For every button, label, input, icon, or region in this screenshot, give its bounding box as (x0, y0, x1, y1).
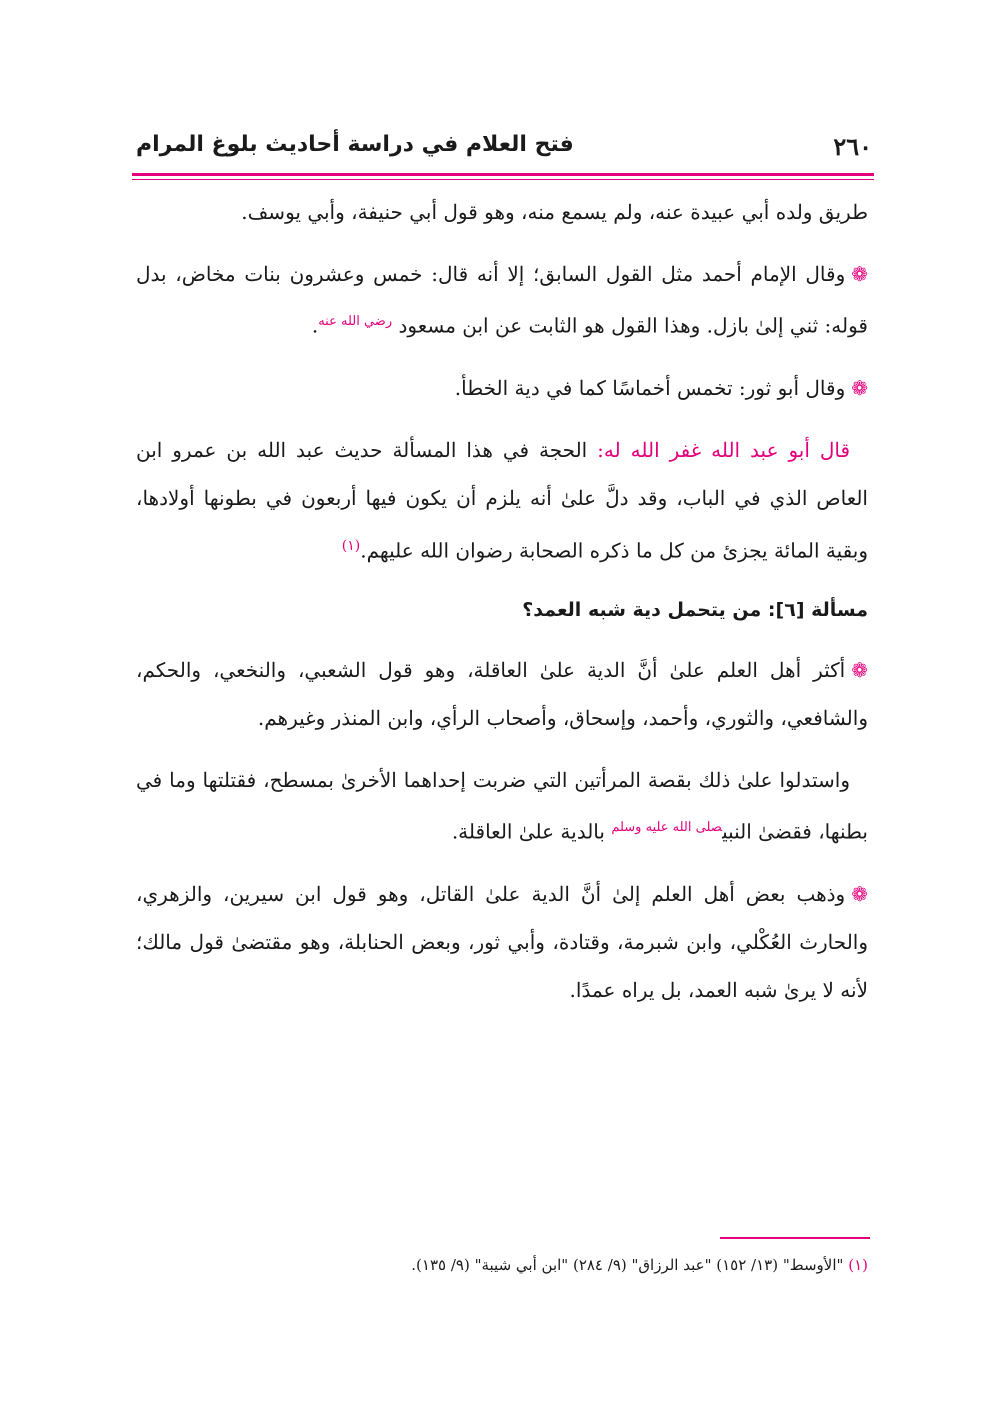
running-header (136, 128, 872, 168)
author-remark-lead: قال أبو عبد الله غفر الله له: (597, 437, 851, 462)
paragraph: ❁وذهب بعض أهل العلم إلىٰ أنَّ الدية علىٰ القاتل، وهو قول ابن سيرين، والزهري، والحارث العُكْلي، وابن شبرمة، وقتادة، وأبي ثور، وبعض الحنابلة، وهو مقتضىٰ قول مالك؛ لأنه لا يرىٰ شبه العمد، بل يراه عمدًا. (136, 881, 868, 1002)
bullet-flower-icon: ❁ (851, 375, 868, 400)
book-title: فتح العلام في دراسة أحاديث بلوغ المرام (136, 132, 574, 157)
bullet-flower-icon: ❁ (851, 262, 868, 286)
paragraph: ❁أكثر أهل العلم علىٰ أنَّ الدية علىٰ العاقلة، وهو قول الشعبي، والنخعي، والحكم، والشافعي، والثوري، وأحمد، وإسحاق، وأصحاب الرأي، وابن المنذر وغيرهم. (136, 658, 868, 731)
section-heading: مسألة [٦]: من يتحمل دية شبه العمد؟ (522, 599, 868, 622)
bullet-flower-icon: ❁ (851, 658, 868, 683)
paragraph: ❁وقال الإمام أحمد مثل القول السابق؛ إلا أنه قال: خمس وعشرون بنات مخاض، بدل قوله: ثني إلىٰ بازل. وهذا القول هو الثابت عن ابن مسعود $^{رضي الله عنه}$. (136, 262, 868, 338)
header-rule-thin (132, 179, 874, 180)
footnote-rule (720, 1237, 870, 1239)
honorific-glyph: صلى الله عليه وسلم (611, 820, 723, 836)
footnote-number: (١) (848, 1256, 868, 1274)
paragraph: واستدلوا علىٰ ذلك بقصة المرأتين التي ضربت إحداهما الأخرىٰ بمسطح، فقتلتها وما في بطنها، فقضىٰ النبي$^{صلى الله عليه وسلم}$ بالدية علىٰ العاقلة. (136, 768, 868, 844)
footnote (280, 1256, 868, 1274)
footnote-reference: (١) (341, 537, 361, 554)
paragraph: قال أبو عبد الله غفر الله له: الحجة في هذا المسألة حديث عبد الله بن عمرو ابن العاص الذي في الباب، وقد دلَّ علىٰ أنه يلزم أن يكون فيها أربعون في بطونها أولادها، وبقية المائة يجزئ من كل ما ذكره الصحابة رضوان الله عليهم.$^{(١)}$ (136, 437, 868, 563)
honorific-glyph: رضي الله عنه (318, 314, 393, 329)
paragraph: طريق ولده أبي عبيدة عنه، ولم يسمع منه، وهو قول أبي حنيفة، وأبي يوسف. (241, 200, 868, 224)
header-rule-thick (132, 173, 874, 176)
main-text (136, 188, 868, 1028)
footnote-text: "الأوسط" (١٣/ ١٥٢) "عبد الرزاق" (٩/ ٢٨٤) "ابن أبي شيبة" (٩/ ١٣٥). (411, 1256, 844, 1274)
paragraph: ❁وقال أبو ثور: تخمس أخماسًا كما في دية الخطأ. (454, 375, 868, 400)
page-number: ٢٦٠ (833, 132, 872, 161)
bullet-flower-icon: ❁ (851, 881, 868, 906)
